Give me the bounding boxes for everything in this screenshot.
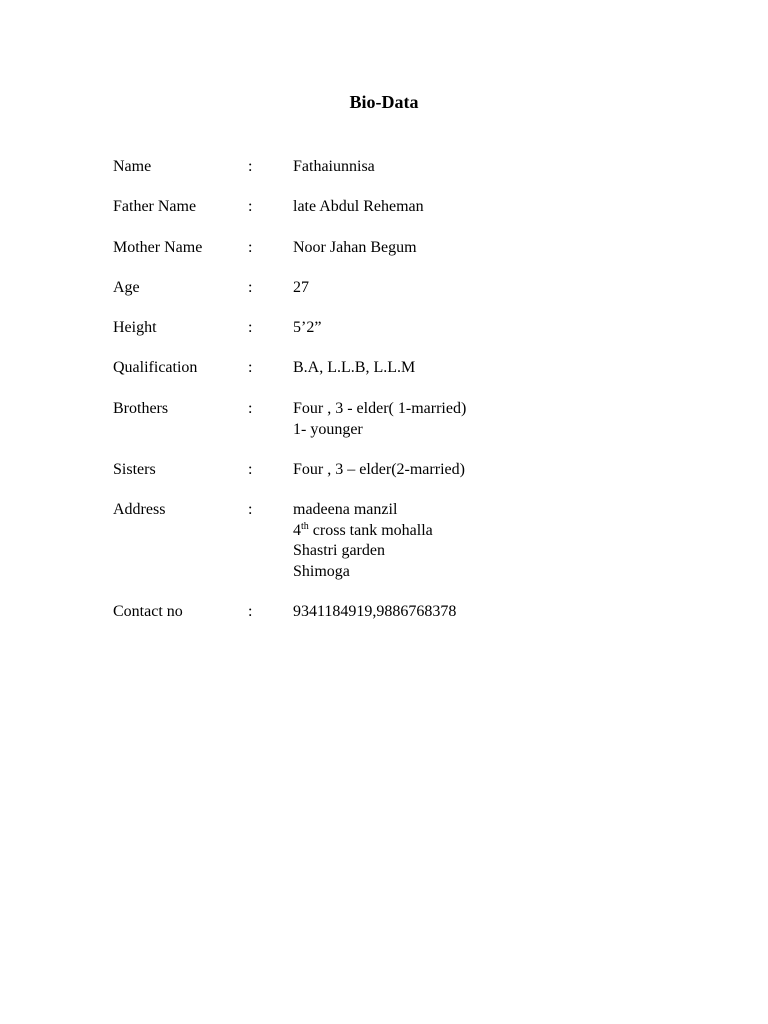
field-separator: : — [248, 319, 253, 336]
value-line: 4th cross tank mohalla — [293, 520, 433, 539]
field-value: B.A, L.L.B, L.L.M — [293, 359, 416, 376]
field-value: 9341184919,9886768378 — [293, 603, 457, 620]
field-label: Father Name — [113, 198, 197, 215]
field-separator: : — [248, 501, 253, 518]
field-separator: : — [248, 279, 253, 296]
value-line: 1- younger — [293, 420, 363, 438]
field-separator: : — [248, 461, 253, 478]
field-label: Brothers — [113, 400, 169, 417]
field-separator: : — [248, 158, 253, 175]
field-separator: : — [248, 359, 253, 376]
field-value: 27 — [293, 279, 309, 296]
field-separator: : — [248, 603, 253, 620]
field-value — [293, 500, 673, 582]
field-separator: : — [248, 198, 253, 215]
field-separator: : — [248, 239, 253, 256]
field-label: Qualification — [113, 359, 198, 376]
value-line: Shimoga — [293, 562, 350, 580]
field-label: Age — [113, 279, 140, 296]
field-separator: : — [248, 400, 253, 417]
value-line: Shastri garden — [293, 542, 385, 559]
field-label: Height — [113, 319, 157, 336]
field-value: Fathaiunnisa — [293, 158, 375, 175]
field-value: Noor Jahan Begum — [293, 239, 417, 256]
value-line: Four , 3 - elder( 1-married) — [293, 400, 467, 417]
field-value: 5’2” — [293, 319, 322, 336]
field-value: Four , 3 – elder(2-married) — [293, 461, 465, 478]
page-title: Bio-Data — [349, 92, 419, 112]
field-label: Sisters — [113, 461, 156, 478]
field-value: late Abdul Reheman — [293, 198, 424, 215]
field-label: Mother Name — [113, 239, 203, 256]
field-label: Address — [113, 501, 166, 518]
field-label: Name — [113, 158, 152, 175]
value-line: madeena manzil — [293, 501, 398, 518]
field-label: Contact no — [113, 603, 183, 620]
field-value — [293, 399, 673, 440]
